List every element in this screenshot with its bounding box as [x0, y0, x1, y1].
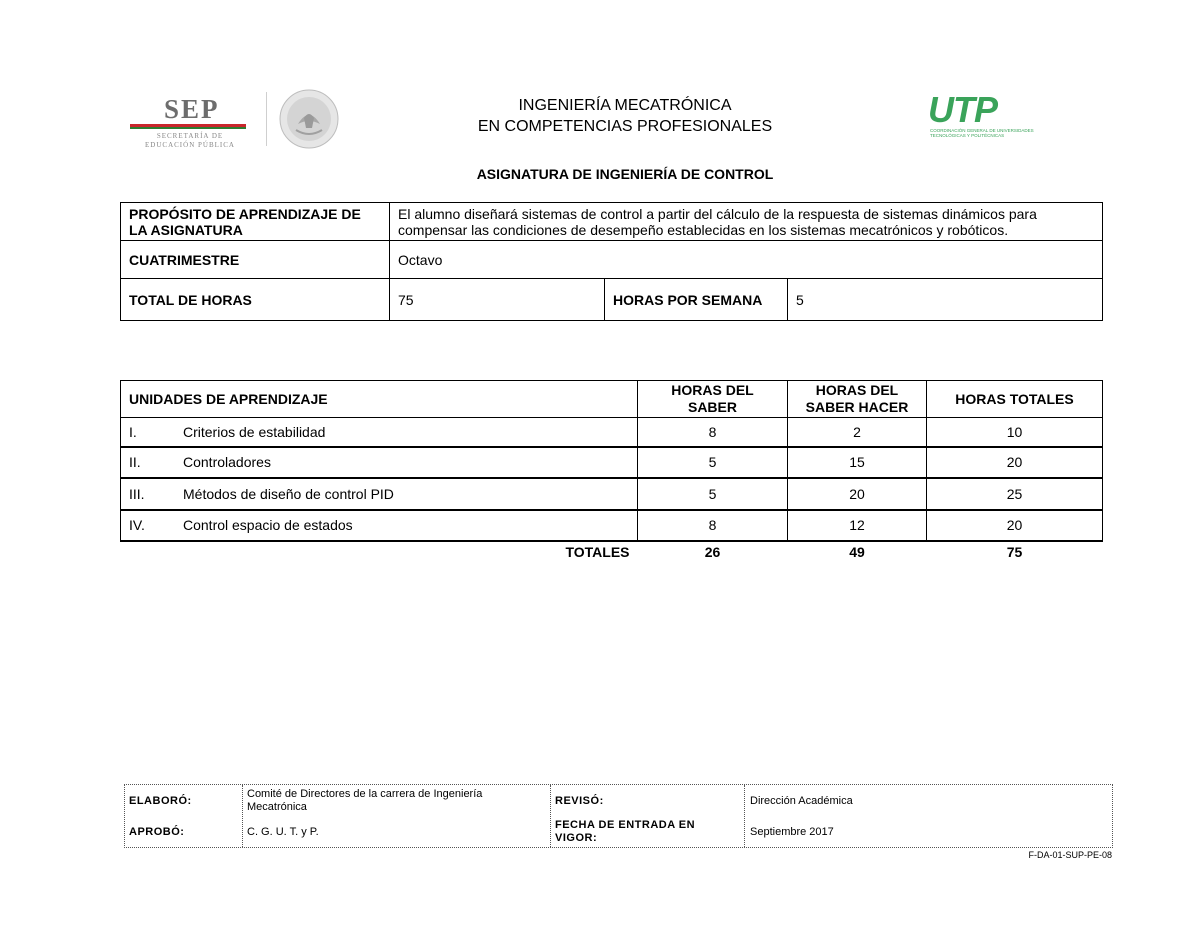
approval-footer	[124, 784, 1113, 848]
unit-name: Control espacio de estados	[183, 517, 353, 533]
totals-label: TOTALES	[565, 544, 630, 560]
aprobo-label: APROBÓ:	[129, 826, 185, 838]
unit-hacer: 20	[788, 478, 927, 510]
totals-hacer: 49	[849, 544, 865, 560]
reviso-value: Dirección Académica	[750, 795, 853, 807]
unit-saber: 8	[638, 510, 788, 541]
totals-saber: 26	[704, 544, 721, 560]
purpose-label: PROPÓSITO DE APRENDIZAJE DE LA ASIGNATURA	[121, 203, 390, 241]
total-hours-value: 75	[390, 279, 605, 321]
unit-saber: 5	[638, 478, 788, 510]
utp-logo-subtitle: COORDINACIÓN GENERAL DE UNIVERSIDADES TECNOLÓGICAS Y POLITÉCNICAS	[930, 128, 1034, 138]
unit-saber: 8	[638, 418, 788, 447]
unit-cell	[121, 418, 638, 447]
table-row	[121, 447, 1103, 478]
weekly-hours-label: HORAS POR SEMANA	[605, 279, 788, 321]
unit-hacer: 15	[788, 447, 927, 478]
unit-saber: 5	[638, 447, 788, 478]
unit-total: 20	[927, 510, 1103, 541]
reviso-label: REVISÓ:	[555, 795, 604, 807]
unit-number: I.	[129, 423, 137, 440]
footer-divider	[744, 785, 745, 847]
utp-logo-text: UTP	[928, 89, 997, 130]
elaboro-label: ELABORÓ:	[129, 795, 192, 807]
learning-units-table	[120, 380, 1103, 563]
program-title-line1: INGENIERÍA MECATRÓNICA	[518, 97, 732, 114]
weekly-hours-value: 5	[788, 279, 1103, 321]
subject-title: ASIGNATURA DE INGENIERÍA DE CONTROL	[476, 166, 774, 182]
total-hours-header: HORAS TOTALES	[927, 381, 1103, 418]
unit-name: Controladores	[183, 454, 271, 470]
footer-divider	[550, 785, 551, 847]
sep-logo-divider	[266, 92, 267, 146]
totals-total: 75	[1006, 544, 1023, 560]
unit-hacer: 2	[788, 418, 927, 447]
table-row	[121, 418, 1103, 447]
unit-cell	[121, 478, 638, 510]
unit-number: III.	[129, 485, 145, 502]
unit-number: II.	[129, 454, 141, 470]
unit-total: 25	[927, 478, 1103, 510]
term-value: Octavo	[390, 241, 1103, 279]
total-hours-label: TOTAL DE HORAS	[121, 279, 390, 321]
sep-logo-line-green	[130, 127, 246, 129]
document-code: F-DA-01-SUP-PE-08	[1028, 850, 1112, 860]
table-row	[121, 478, 1103, 510]
purpose-value: El alumno diseñará sistemas de control a partir del cálculo de la respuesta de sistemas dinámicos para compensar las condiciones de desempeño establecidas en los sistemas mecatrónicos y robóticos.	[390, 203, 1103, 241]
elaboro-value: Comité de Directores de la carrera de Ingeniería Mecatrónica	[247, 788, 483, 813]
saber-header: HORAS DEL SABER	[638, 381, 788, 418]
table-row	[121, 510, 1103, 541]
footer-divider	[242, 785, 243, 847]
units-header: UNIDADES DE APRENDIZAJE	[121, 381, 638, 418]
fecha-value: Septiembre 2017	[750, 826, 834, 838]
unit-hacer: 12	[788, 510, 927, 541]
unit-cell	[121, 510, 638, 541]
fecha-label: FECHA DE ENTRADA EN VIGOR:	[555, 819, 696, 844]
term-label: CUATRIMESTRE	[121, 241, 390, 279]
unit-number: IV.	[129, 517, 145, 533]
saber-hacer-header: HORAS DEL SABER HACER	[788, 381, 927, 418]
unit-total: 10	[927, 418, 1103, 447]
subject-info-table	[120, 202, 1103, 321]
unit-total: 20	[927, 447, 1103, 478]
program-title-line2: EN COMPETENCIAS PROFESIONALES	[477, 118, 773, 135]
unit-name: Métodos de diseño de control PID	[183, 485, 394, 502]
aprobo-value: C. G. U. T. y P.	[247, 826, 319, 838]
totals-row	[121, 541, 1103, 563]
unit-name: Criterios de estabilidad	[183, 423, 326, 440]
sep-logo-subtitle: SECRETARÍA DE EDUCACIÓN PÚBLICA	[145, 132, 235, 149]
unit-cell	[121, 447, 638, 478]
sep-logo-text: SEP	[164, 94, 220, 124]
